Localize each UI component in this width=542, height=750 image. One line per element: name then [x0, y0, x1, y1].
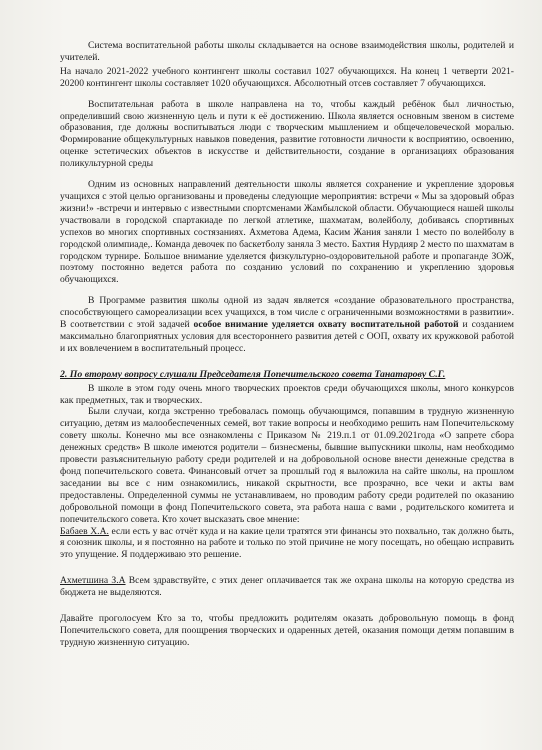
- paragraph-enrollment: На начало 2021-2022 учебного контингент школы составил 1027 обучающихся. На конец 1 четверти 2021-20200 контингент школы составляет 1020 обучающихся. Абсолютный отсев составляет 7 обучающихся.: [60, 65, 514, 89]
- speaker-name-babaev: Бабаев Х.А.: [60, 525, 109, 537]
- paragraph-projects: В школе в этом году очень много творческих проектов среди обучающихся школы, много конкурсов как предметных, так и творческих.: [60, 382, 514, 406]
- paragraph-board-speech: Были случаи, когда экстренно требовалась помощь обучающимся, попавшим в трудную жизненную ситуацию, детям из малообеспеченных семей, вот такие вопросы и необходимо решить нам Попечительскому совету школы. Конечно мы все ознакомлены с Приказом № 219.п.1 от 01.09.2021года «О запрете сбора денежных средств» В школе имеются родители – бизнесмены, бывшие выпускники школы, нам необходимо провести разъяснительную работу среди родителей и на добровольной основе внести денежные средства в фонд попечительского совета. Финансовый отчет за прошлый год я выложила на сайте школы, на прошлом заседании вы все с ним ознакомились, никакой скрытности, все прозрачно, все чеки и акты вам предоставлены. Определенной суммы не устанавливаем, но проводим работу среди родителей по оказанию добровольной помощи в фонд Попечительского совета, эта работа наша с вами , родительского комитета и попечительского совета. Кто хочет высказать свое мнение:: [60, 406, 514, 525]
- paragraph-intro: Система воспитательной работы школы складывается на основе взаимодействия школы, родителей и учителей.: [60, 40, 514, 63]
- program-text-end: и созданием максимально благоприятных условия для всестороннего развития детей с ООП, охвату их кружковой работой и их вовлечением в воспитательный процесс.: [60, 319, 515, 354]
- speaker-text-babaev: если есть у вас отчёт куда и на какие цели тратятся эти финансы это похвально, так должно быть, я союзник школы, и я постоянно на работе и только по этой причине не могу посещать, но обещаю исправить это упущение. Я поддерживаю это решение.: [60, 525, 514, 561]
- paragraph-speaker-akhmetshina: [60, 575, 514, 599]
- speaker-name-akhmetshina: Ахметшина З.А: [60, 575, 126, 587]
- program-text-start: В Программе развития школы одной из задач является «создание образовательного пространства, способствующего самореализации всех учащихся, в том числе с ограниченными возможностями в развитии». В соответствии с этой задачей: [60, 295, 514, 331]
- speaker-text-akhmetshina: Всем здравствуйте, с этих денег оплачивается так же охрана школы на которую средства из бюджета не выделяются.: [60, 575, 514, 599]
- paragraph-vote: Давайте проголосуем Кто за то, чтобы предложить родителям оказать добровольную помощь в фонд Попечительского совета, для поощрения творческих и одаренных детей, оказания помощи детям попавшим в трудную жизненную ситуацию.: [60, 613, 514, 648]
- section-heading-2: 2. По второму вопросу слушали Председателя Попечительского совета Танатарову С.Г.: [60, 368, 446, 380]
- program-text-bold: особое внимание уделяется охвату воспитательной работой: [193, 319, 459, 331]
- paragraph-speaker-babaev: [60, 526, 514, 562]
- paragraph-educational-work: Воспитательная работа в школе направлена на то, чтобы каждый ребёнок был личностью, определивший свою жизненную цель и пути к её достижению. Школа является основным звеном в системе образования, где должны воспитываться люди с творческим мышлением и общечеловеческой моралью. Формирование общекультурных навыков поведения, развитие готовности личности к восприятию, освоению, оценке эстетических объектов в искусстве и действительности, создание в организациях образования поликультурной среды: [60, 98, 514, 170]
- paragraph-health: Одним из основных направлений деятельности школы является сохранение и укрепление здоровья учащихся с этой целью организованы и проведены следующие мероприятия: встречи « Мы за здоровый образ жизни!» -встречи и интервью с известными спортсменами Жамбылской области. Обучающиеся нашей школы участвовали в городской спартакиаде по легкой атлетике, шахматам, волейболу, добиваясь спортивных успехов во многих спортивных состязаниях. Ахметова Адема, Касим Жания заняли 1 место по волейболу в городской олимпиаде,. Команда девочек по баскетболу заняла 3 место. Бахтия Нурдияр 2 место по шахматам в городском турнире. Большое внимание уделяется физкультурно-оздоровительной работе и пропаганде ЗОЖ, поэтому постоянно ведется работа по созданию условий по сохранению и укреплению здоровья обучающихся.: [60, 179, 514, 286]
- paragraph-development-program: [60, 295, 514, 355]
